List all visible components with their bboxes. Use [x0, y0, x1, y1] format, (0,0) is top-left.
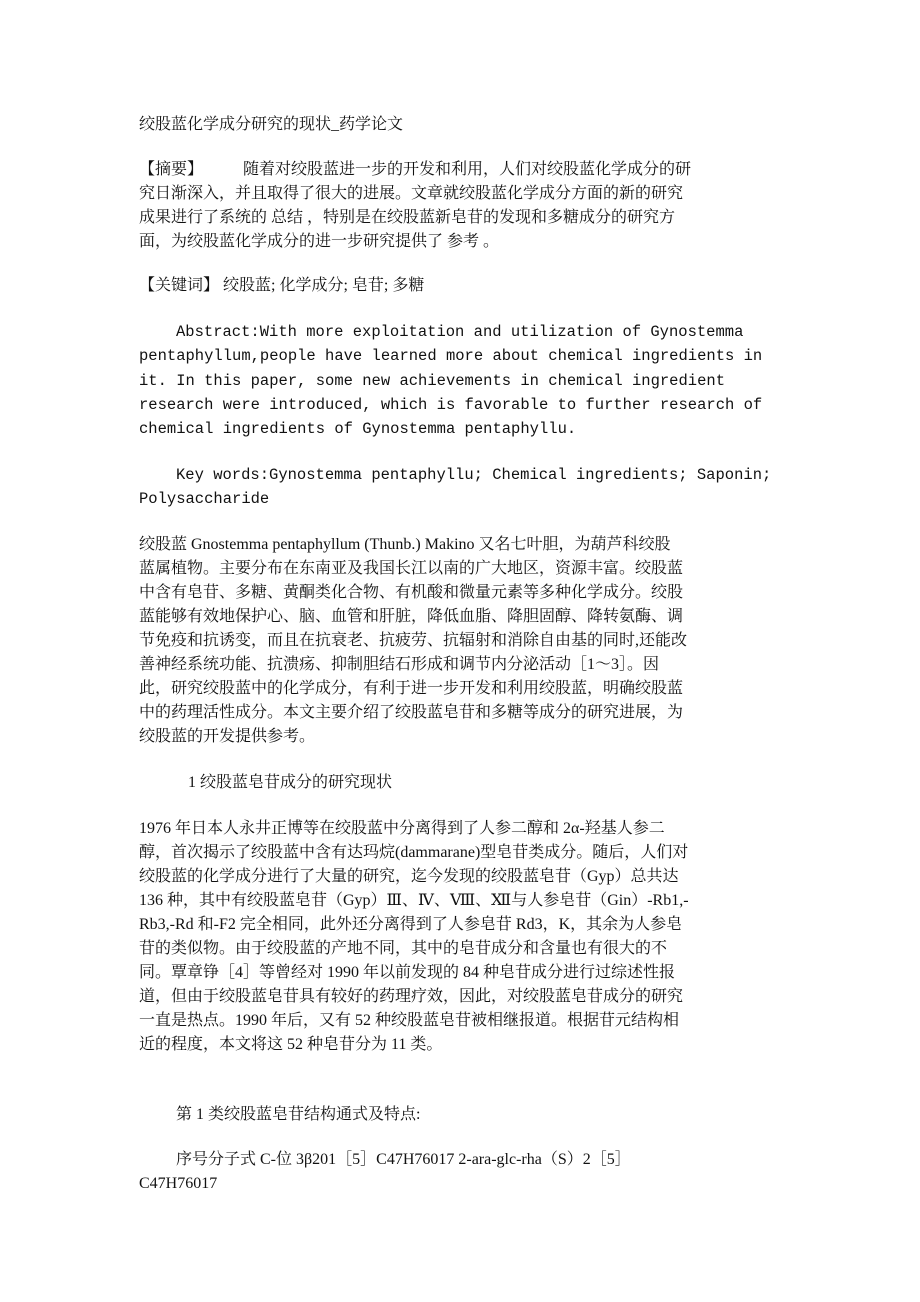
paragraph-line: 道，但由于绞股蓝皂苷具有较好的药理疗效，因此，对绞股蓝皂苷成分的研究	[139, 988, 684, 1005]
abstract-en-line: chemical ingredients of Gynostemma pentaphyllu.	[139, 420, 577, 438]
paragraph-line: 中的药理活性成分。本文主要介绍了绞股蓝皂苷和多糖等成分的研究进展，为	[139, 704, 684, 721]
paragraph-line: 节免疫和抗诱变，而且在抗衰老、抗疲劳、抗辐射和消除自由基的同时,还能改	[139, 632, 688, 649]
abstract-line: 【摘要】 随着对绞股蓝进一步的开发和利用，人们对绞股蓝化学成分的研	[139, 161, 692, 178]
abstract-line: 究日渐深入，并且取得了很大的进展。文章就绞股蓝化学成分方面的新的研究	[139, 185, 684, 202]
paragraph-line: 蓝能够有效地保护心、脑、血管和肝脏，降低血脂、降胆固醇、降转氨酶、调	[139, 608, 684, 625]
keywords-en-line: Polysaccharide	[139, 490, 270, 508]
paragraph-line: 此，研究绞股蓝中的化学成分，有利于进一步开发和利用绞股蓝，明确绞股蓝	[139, 680, 684, 697]
abstract-en-line: pentaphyllum,people have learned more about chemical ingredients in	[139, 347, 763, 365]
paragraph-line: 绞股蓝 Gnostemma pentaphyllum (Thunb.) Makino 又名七叶胆，为葫芦科绞股	[139, 536, 671, 553]
paragraph-line: 1976 年日本人永井正博等在绞股蓝中分离得到了人参二醇和 2α-羟基人参二	[139, 820, 665, 837]
paragraph-line: 136 种，其中有绞股蓝皂苷（Gyp）Ⅲ、Ⅳ、Ⅷ、Ⅻ与人参皂苷（Gin）-Rb1,-	[139, 892, 689, 909]
abstract-en-line: it. In this paper, some new achievements in chemical ingredient	[139, 372, 725, 390]
paragraph-line: 醇，首次揭示了绞股蓝中含有达玛烷(dammarane)型皂苷类成分。随后，人们对	[139, 844, 689, 861]
abstract-line: 面，为绞股蓝化学成分的进一步研究提供了 参考 。	[139, 233, 500, 250]
paragraph-line: 绞股蓝的开发提供参考。	[139, 728, 316, 745]
document-title: 绞股蓝化学成分研究的现状_药学论文	[139, 116, 404, 133]
section-heading: 1 绞股蓝皂苷成分的研究现状	[188, 774, 393, 791]
abstract-en-line: Abstract:With more exploitation and utilization of Gynostemma	[176, 323, 744, 341]
paragraph-line: 苷的类似物。由于绞股蓝的产地不同，其中的皂苷成分和含量也有很大的不	[139, 940, 668, 957]
paragraph-line: 绞股蓝的化学成分进行了大量的研究，迄今发现的绞股蓝皂苷（Gyp）总共达	[139, 868, 679, 885]
abstract-line: 成果进行了系统的 总结 ，特别是在绞股蓝新皂苷的发现和多糖成分的研究方	[139, 209, 676, 226]
keywords-en-line: Key words:Gynostemma pentaphyllu; Chemical ingredients; Saponin;	[176, 466, 772, 484]
paragraph-line: Rb3,-Rd 和-F2 完全相同，此外还分离得到了人参皂苷 Rd3，K，其余为人参皂	[139, 916, 683, 933]
paragraph-line: 善神经系统功能、抗溃疡、抑制胆结石形成和调节内分泌活动［1～3］。因	[139, 656, 660, 673]
class1-heading: 第 1 类绞股蓝皂苷结构通式及特点:	[176, 1106, 421, 1123]
paragraph-line: 同。覃章铮［4］等曾经对 1990 年以前发现的 84 种皂苷成分进行过综述性报	[139, 964, 676, 981]
paragraph-line: 蓝属植物。主要分布在东南亚及我国长江以南的广大地区，资源丰富。绞股蓝	[139, 560, 684, 577]
table-line: C47H76017	[139, 1175, 218, 1192]
table-line: 序号分子式 C-位 3β201［5］C47H76017 2-ara-glc-rha（S）2［5］	[176, 1151, 631, 1168]
paragraph-line: 中含有皂苷、多糖、黄酮类化合物、有机酸和微量元素等多种化学成分。绞股	[139, 584, 684, 601]
keywords-cn: 【关键词】 绞股蓝; 化学成分; 皂苷; 多糖	[139, 277, 425, 294]
paragraph-line: 一直是热点。1990 年后，又有 52 种绞股蓝皂苷被相继报道。根据苷元结构相	[139, 1012, 680, 1029]
abstract-en-line: research were introduced, which is favorable to further research of	[139, 396, 763, 414]
paragraph-line: 近的程度，本文将这 52 种皂苷分为 11 类。	[139, 1036, 443, 1053]
